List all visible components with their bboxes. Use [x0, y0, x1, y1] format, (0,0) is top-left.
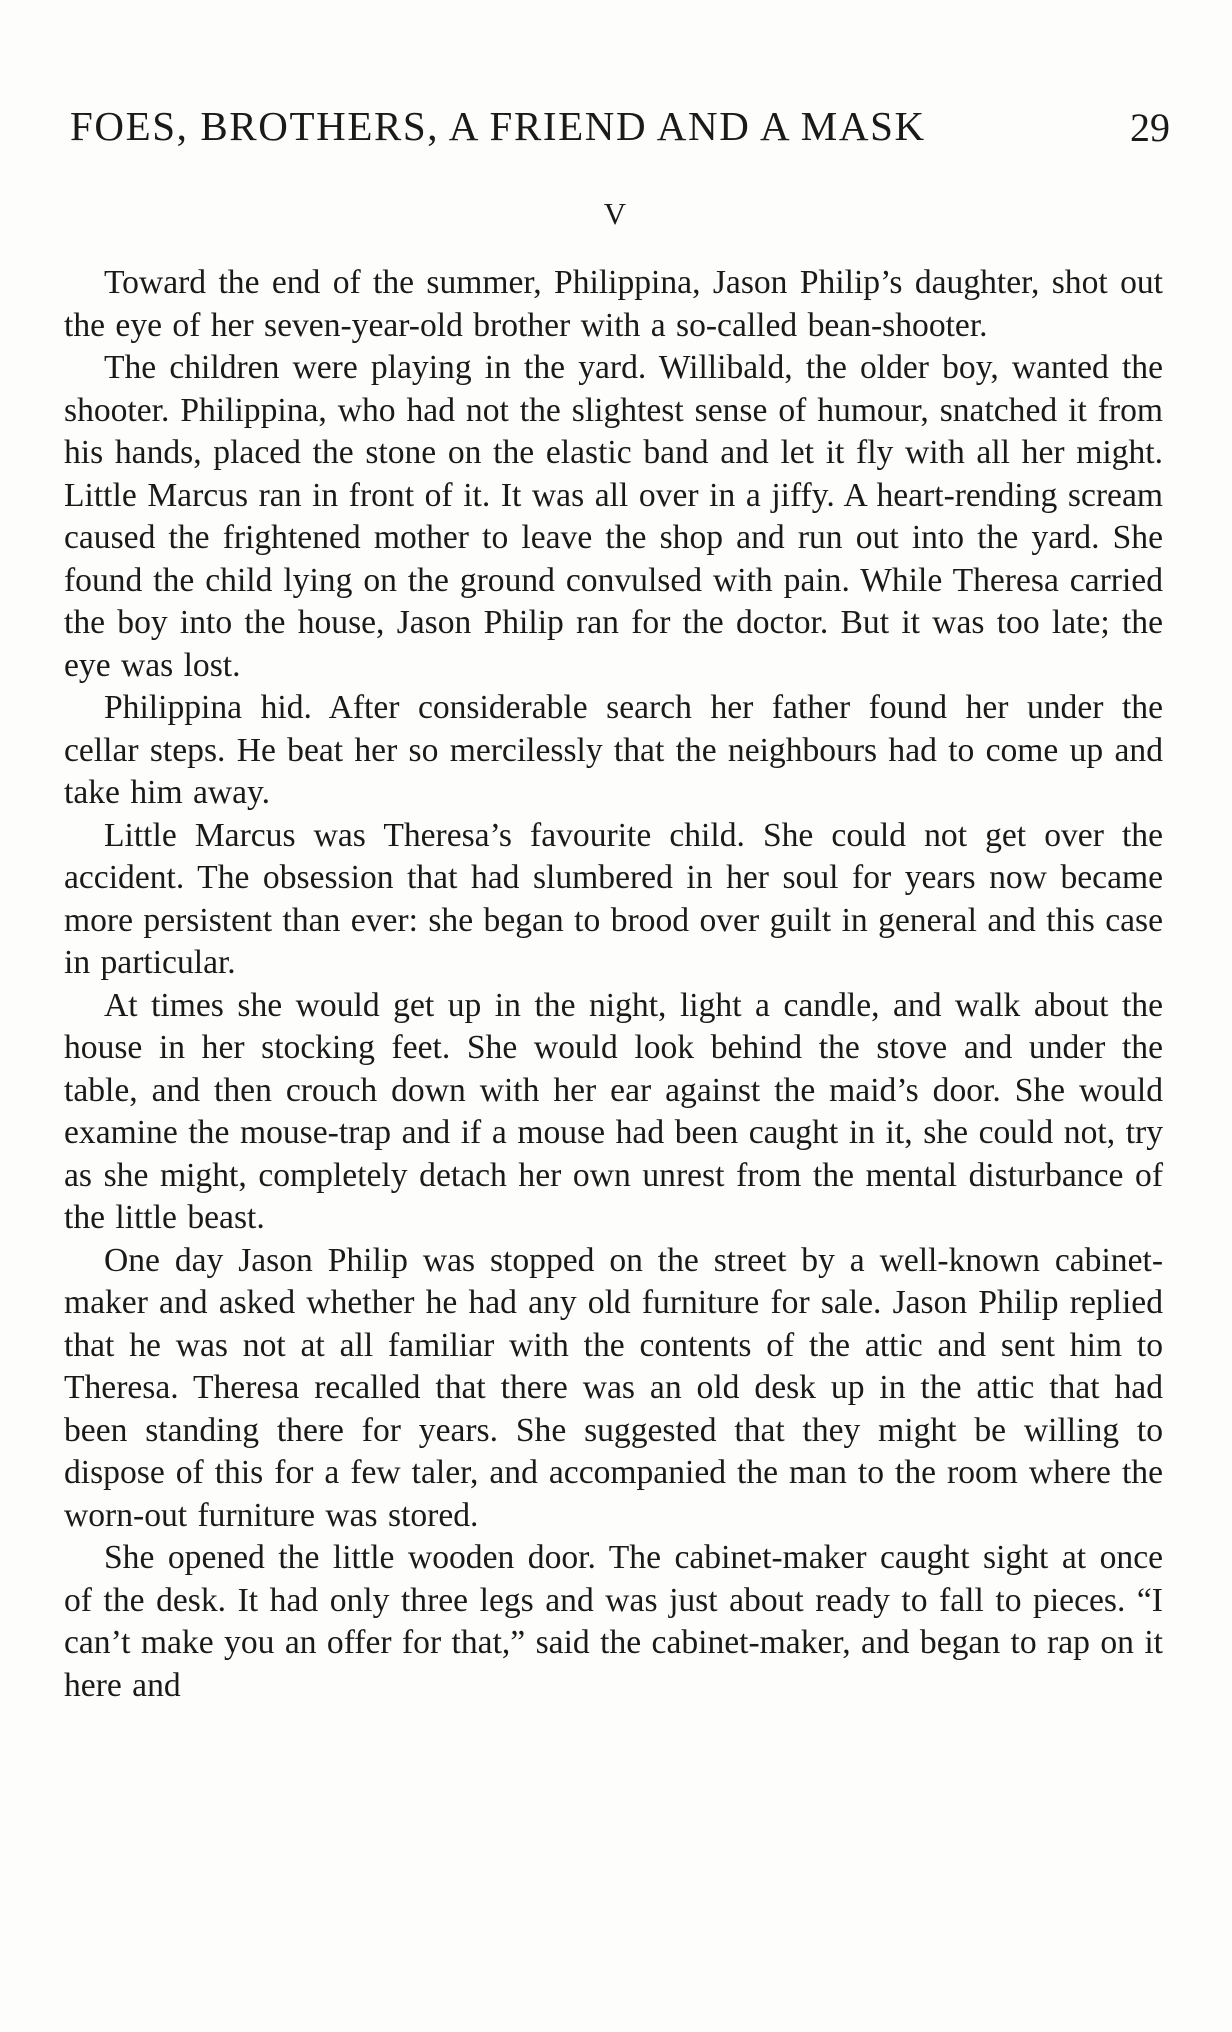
running-head — [70, 102, 1170, 152]
paragraph: At times she would get up in the night, light a candle, and walk about the house in her stocking feet. She would look behind the stove and under the table, and then crouch down with her ear against the maid’s door. She would examine the mouse-trap and if a mouse had been caught in it, she could not, try as she might, completely detach her own unrest from the mental disturbance of the little beast. — [64, 986, 1163, 1236]
paragraph: Toward the end of the summer, Philippina, Jason Philip’s daughter, shot out the eye of her seven-year-old brother with a so-called bean-shooter. — [64, 264, 1163, 344]
body-text — [64, 262, 1163, 1707]
section-number: V — [603, 196, 629, 231]
page-number: 29 — [1130, 105, 1170, 150]
paragraph: The children were playing in the yard. Willibald, the older boy, wanted the shooter. Philippina, who had not the slightest sense of humour, snatched it from his hands, placed the stone on the elastic band and let it fly with all her might. Little Marcus ran in front of it. It was all over in a jiffy. A heart-rending scream caused the frightened mother to leave the shop and run out into the yard. She found the child lying on the ground convulsed with pain. While Theresa carried the boy into the house, Jason Philip ran for the doctor. But it was too late; the eye was lost. — [64, 349, 1163, 684]
running-title: FOES, BROTHERS, A FRIEND AND A MASK — [70, 103, 926, 149]
paragraph: Philippina hid. After considerable search her father found her under the cellar steps. He beat her so mercilessly that the neighbours had to come up and take him away. — [64, 689, 1163, 811]
paragraph: One day Jason Philip was stopped on the street by a well-known cabinet-maker and asked whether he had any old furniture for sale. Jason Philip replied that he was not at all familiar with the contents of the attic and sent him to Theresa. Theresa recalled that there was an old desk up in the attic that had been standing there for years. She suggested that they might be willing to dispose of this for a few taler, and accompanied the man to the room where the worn-out furniture was stored. — [64, 1241, 1163, 1534]
paragraph: She opened the little wooden door. The cabinet-maker caught sight at once of the desk. It had only three legs and was just about ready to fall to pieces. “I can’t make you an offer for that,” said the cabinet-maker, and began to rap on it here and — [64, 1539, 1163, 1704]
paragraph: Little Marcus was Theresa’s favourite child. She could not get over the accident. The obsession that had slumbered in her soul for years now became more persistent than ever: she began to brood over guilt in general and this case in particular. — [64, 816, 1163, 981]
